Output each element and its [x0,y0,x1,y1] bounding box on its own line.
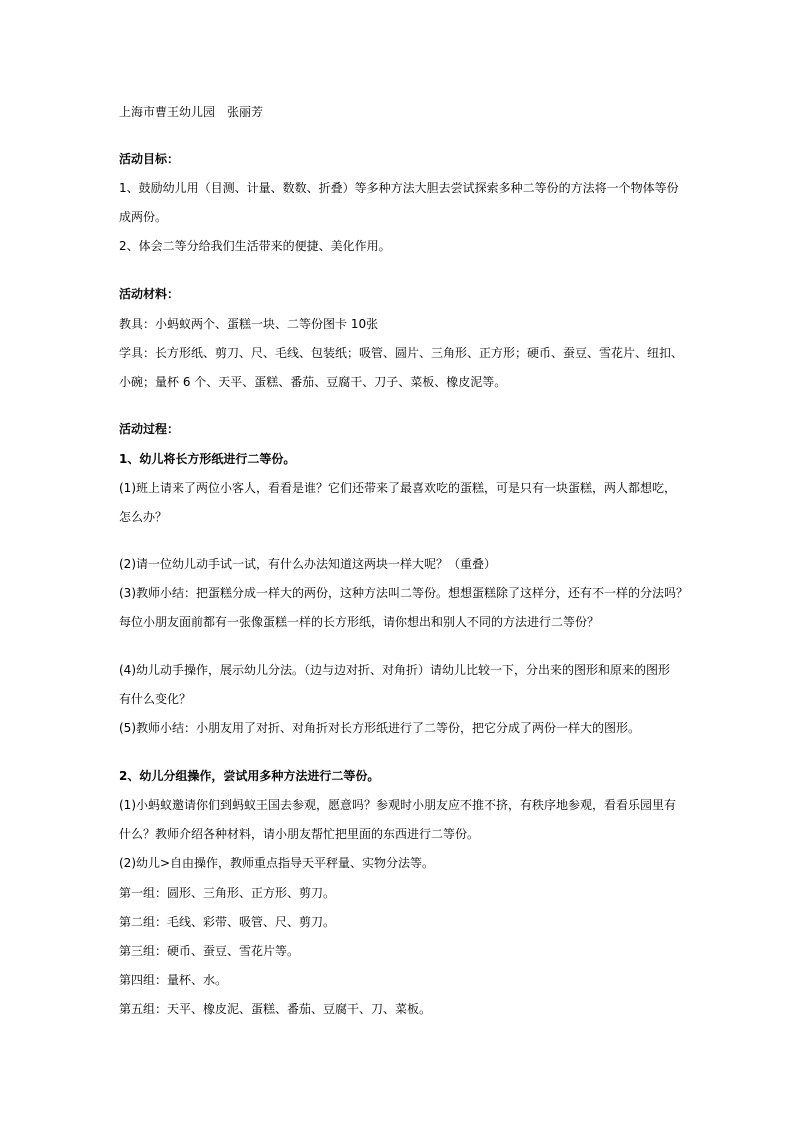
process-part2-line: 什么？教师介绍各种材料，请小朋友帮忙把里面的东西进行二等份。 [119,827,480,841]
process-part1-line: 每位小朋友面前都有一张像蛋糕一样的长方形纸，请你想出和别人不同的方法进行二等份？ [119,615,600,629]
author-line: 上海市曹王幼儿园 张丽芳 [119,105,264,119]
goals-line: 1、鼓励幼儿用（目测、计量、数数、折叠）等多种方法大胆去尝试探索多种二等份的方法将一个物体等份 [119,181,679,195]
materials-line: 学具：长方形纸、剪刀、尺、毛线、包装纸；吸管、圆片、三角形、正方形；硬币、蚕豆、雪花片、纽扣、 [119,346,684,360]
process-part1-line: (1)班上请来了两位小客人，看看是谁？它们还带来了最喜欢吃的蛋糕，可是只有一块蛋糕，两人都想吃， [119,481,677,495]
group-item: 第四组：量杯、水。 [119,973,228,987]
process-part2-line: (1)小蚂蚁邀请你们到蚂蚁王国去参观，愿意吗？参观时小朋友应不推不挤，有秩序地参观，看看乐园里有 [119,798,677,812]
goals-line: 成两份。 [119,210,168,224]
materials-heading: 活动材料： [119,287,180,301]
process-part2-line: (2)幼儿>自由操作，教师重点指导天平秤量、实物分法等。 [119,856,435,870]
process-part1-line: (3)教师小结：把蛋糕分成一样大的两份，这种方法叫二等份。想想蛋糕除了这样分，还有不一样的分法吗？ [119,586,689,600]
process-part2-title: 2、幼儿分组操作，尝试用多种方法进行二等份。 [119,769,380,783]
group-item: 第一组：圆形、三角形、正方形、剪刀。 [119,886,336,900]
goals-line: 2、体会二等分给我们生活带来的便捷、美化作用。 [119,239,391,253]
group-item: 第三组：硬币、蚕豆、雪花片等。 [119,944,300,958]
process-part1-line: (2)请一位幼儿动手试一试，有什么办法知道这两块一样大呢？（重叠） [119,557,497,571]
group-item: 第二组：毛线、彩带、吸管、尺、剪刀。 [119,915,336,929]
process-part1-line: (4)幼儿动手操作，展示幼儿分法。（边与边对折、对角折）请幼儿比较一下，分出来的图形和原来的图形 [119,663,671,677]
group-item: 第五组：天平、橡皮泥、蛋糕、番茄、豆腐干、刀、菜板。 [119,1002,432,1016]
materials-line: 教具：小蚂蚁两个、蛋糕一块、二等份图卡 10张 [119,317,379,331]
process-heading: 活动过程： [119,422,180,436]
process-part1-title: 1、幼儿将长方形纸进行二等份。 [119,452,296,466]
materials-line: 小碗；量杯 6 个、天平、蛋糕、番茄、豆腐干、刀子、菜板、橡皮泥等。 [119,375,507,389]
process-part1-line: 怎么办？ [119,510,168,524]
process-part1-line: 有什么变化？ [119,692,192,706]
process-part1-line: (5)教师小结：小朋友用了对折、对角折对长方形纸进行了二等份，把它分成了两份一样大的图形。 [119,721,641,735]
goals-heading: 活动目标： [119,152,180,166]
